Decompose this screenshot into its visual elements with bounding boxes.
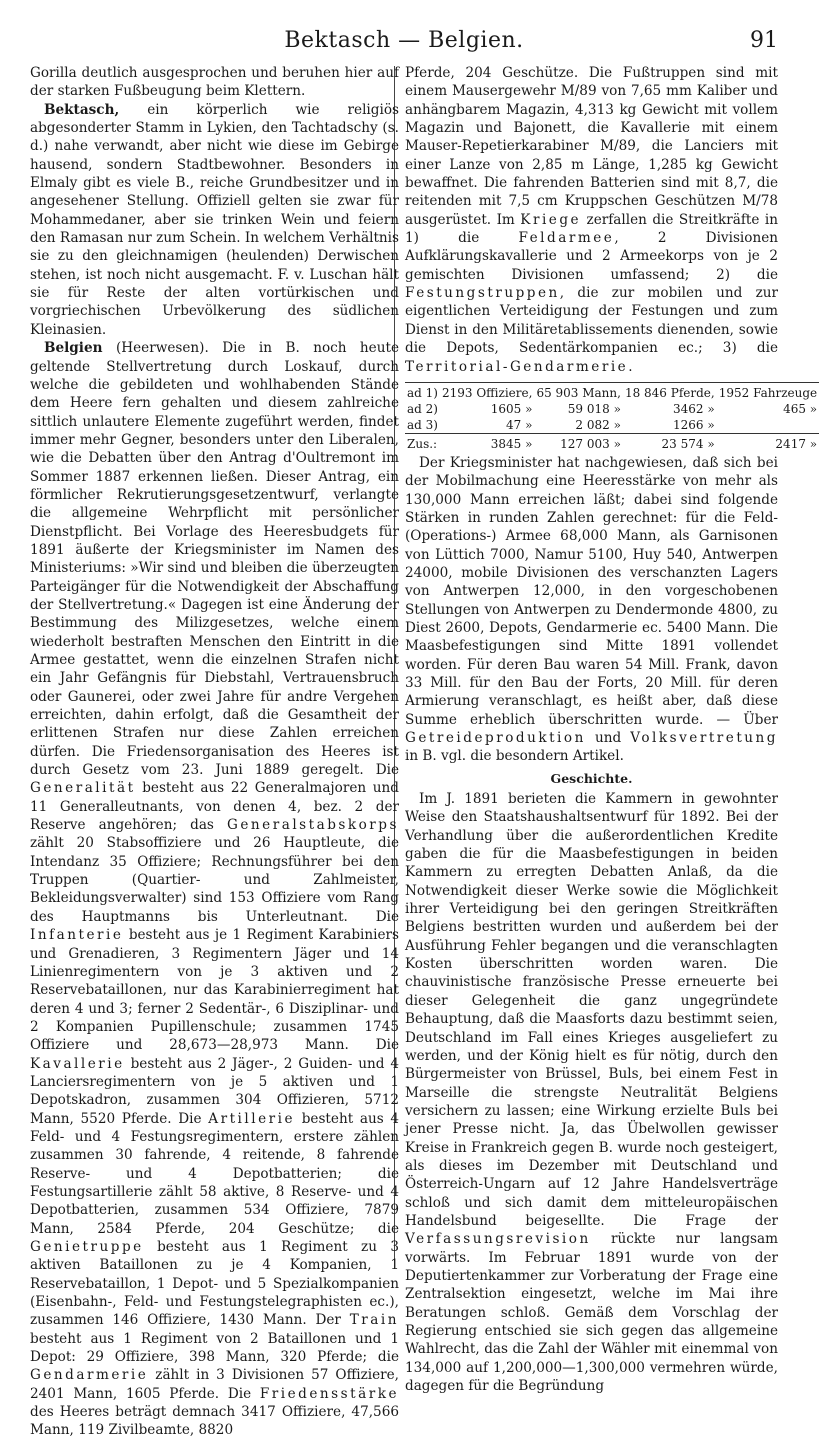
entry-subtitle: (Heerwesen). bbox=[102, 340, 209, 357]
ditto-mark: » bbox=[809, 436, 818, 451]
entry-text: besteht aus 2 Jäger-, 2 Guiden- und 4 Lanciersregimentern von je 5 aktiven und 1 Depotskadron, zusammen 304 Offizieren, 5712 Mann, 5520 Pferde. Die bbox=[30, 1055, 399, 1127]
entry-text: Pferde, 204 Geschütze. Die Fußtruppen sind mit einem Mausergewehr M/89 von 7,65 mm Kaliber und anhängbarem Magazin, 4,313 kg Gewicht mit vollem Magazin und Bajonett, die Kavallerie mit einem Mauser-Repetierkarabiner M/89, die Lanciers mit einer Lanze von 2,85 m Länge, 1,285 kg Gewicht bewaffnet. Die fahrenden Batterien sind mit 8,7, die reitenden mit 7,5 cm Kruppschen Geschützen M/78 ausgerüstet. Im bbox=[405, 65, 778, 228]
table-cell bbox=[623, 417, 717, 434]
entry-text: ein körperlich wie religiös abgesonderter Stamm in Lykien, den Tachtadschy (s. d.) nahe verwandt, aber nicht wie diese im Gebirge hausend, sondern Stadtbewohner. Besonders in Elmaly gibt es viele B., reiche Grundbesitzer und in angesehener Stellung. Offiziell gelten sie zwar für Mohammedaner, aber sie trinken Wein und feiern den Ramasan nur zum Schein. In welchem Verhältnis sie zu den gleichnamigen (heulenden) Derwischen stehen, ist noch nicht ausgemacht. F. v. Luschan hält sie für Reste der alten vortürkischen und vorgriechischen Urbevölkerung des südlichen Kleinasien. bbox=[30, 101, 399, 338]
spaced-term: Generalstabskorps bbox=[227, 817, 399, 834]
entry-text: Die in B. noch heute geltende Stellvertretung durch Loskauf, durch welche die gebildeten und wohlhabenden Stände dem Heere fern gehalten und diesem zahlreiche sittlich unlautere Elemente zugeführt werden, findet immer mehr Gegner, besonders unter den Liberalen, wie die Debatten über den Antrag d'Oultremont im Sommer 1887 erkennen ließen. Dieser Antrag, ein förmlicher Rekrutierungsgesetzentwurf, verlangte die allgemeine Wehrpflicht mit persönlicher Dienstpflicht. Bei Vorlage des Heeresbudgets für 1891 äußerte der Kriegsminister im Namen des Ministeriums: »Wir sind und bleiben die überzeugten Parteigänger für die Notwendigkeit der Abschaffung der Stellvertretung.« Dagegen ist eine Änderung der Bestimmung des Milizgesetzes, welche einem wiederholt bestraften Menschen den Eintritt in die Armee gestattet, wenn die einzelnen Strafen nicht ein Jahr Gefängnis für Diebstahl, Vertrauensbruch oder Gaunerei, oder zwei Jahre für andre Vergehen erreichten, dahin erfolgt, daß die Gesamtheit der erlittenen Strafen nur diese Zahlen erreichen dürfen. Die Friedensorganisation des Heeres ist durch Gesetz vom 23. Juni 1889 geregelt. Die bbox=[30, 340, 399, 779]
spaced-term: Friedensstärke bbox=[259, 1385, 399, 1402]
paragraph-gorilla bbox=[30, 64, 399, 101]
spaced-term: Feldarmee bbox=[518, 230, 615, 247]
table-value: 127 003 bbox=[560, 436, 610, 451]
entry-text: und bbox=[585, 730, 622, 746]
entry-text: besteht aus 22 Generalmajoren und 11 Generalleutnants, von denen 4, bez. 2 der Reserve angehören; das bbox=[30, 780, 399, 834]
table-cell bbox=[534, 433, 623, 452]
table-value: 1266 bbox=[673, 417, 704, 432]
spaced-term: Territorial-Gendarmerie bbox=[405, 358, 629, 375]
ditto-mark: » bbox=[525, 401, 533, 416]
table-cell bbox=[717, 401, 819, 417]
page-title: Bektasch — Belgien. bbox=[284, 28, 524, 53]
table-value: 2417 bbox=[775, 436, 806, 451]
table-cell: 2193 Offiziere, bbox=[440, 382, 534, 401]
table-row bbox=[405, 417, 819, 434]
entry-text: Der Kriegsminister hat nachgewiesen, daß sich bei der Mobilmachung eine Heeresstärke von mehr als 130,000 Mann erreichen läßt; dabei sind folgende Stärken in runden Zahlen gerechnet: für die Feld- (Operations-) Armee 68,000 Mann, als Garnisonen von Lüttich 7000, Namur 5100, Huy 540, Antwerpen 24000, mobile Divisionen des verschanzten Lagers von Antwerpen 12,000, in den vorgeschobenen Stellungen von Antwerpen zu Dendermonde 4800, zu Diest 2600, Depots, Gendarmerie ec. 5400 Mann. Die Maasbefestigungen sind Mitte 1891 vollendet worden. Für deren Bau waren 54 Mill. Frank, davon 33 Mill. für den Bau der Forts, 20 Mill. für deren Armierung veranschlagt, es heißt aber, daß diese Summe erheblich überschritten wurde. — Über bbox=[405, 454, 778, 728]
table-cell bbox=[440, 401, 534, 417]
entry-text: besteht aus je 1 Regiment Karabiniers und Grenadieren, 3 Regimentern Jäger und 14 Linienregimentern von je 3 aktiven und 2 Reservebataillonen, nur das Karabinierregiment hat deren 4 und 3; ferner 2 Sedentär-, 6 Disziplinar- und 2 Kompanien Pupillenschule; zusammen 1745 Offiziere und 28,673—28,973 Mann. Die bbox=[30, 927, 399, 1054]
ditto-mark: » bbox=[613, 417, 621, 432]
entry-text: besteht aus 1 Regiment von 2 Bataillonen und 1 Depot: 29 Offiziere, 398 Mann, 320 Pferde; die bbox=[30, 1330, 399, 1366]
table-cell: 18 846 Pferde, bbox=[623, 382, 717, 401]
spaced-term: Verfassungsrevision bbox=[405, 1231, 591, 1248]
table-value: 465 bbox=[783, 401, 806, 416]
table-cell bbox=[534, 401, 623, 417]
ditto-mark: » bbox=[707, 436, 715, 451]
entry-term: Bektasch, bbox=[44, 101, 120, 118]
entry-text: , die zur mobilen und zur eigentlichen Verteidigung der Festungen und zum Dienst in den Militäretablissements dienenden, sowie die Depots, Sedentärkompanien ec.; 3) die bbox=[405, 285, 778, 357]
ditto-mark: » bbox=[525, 417, 533, 432]
entry-text: des Heeres beträgt demnach 3417 Offiziere, 47,566 Mann, 119 Zivilbeamte, 8820 bbox=[30, 1404, 399, 1439]
spaced-term: Getreideproduktion bbox=[405, 730, 586, 746]
running-header bbox=[30, 28, 778, 58]
spaced-term: Kriege bbox=[520, 211, 582, 228]
ditto-mark: » bbox=[613, 401, 621, 416]
table-cell: 1952 Fahrzeuge bbox=[717, 382, 819, 401]
left-column bbox=[30, 64, 399, 1440]
paragraph-history bbox=[405, 790, 778, 1395]
entry-text: rückte nur langsam vorwärts. Im Februar 1891 wurde von der Deputiertenkammer zur Vorberatung der Frage eine Zentralsektion eingesetzt, welche im Mai ihre Beratungen schloß. Gemäß dem Vorschlag der Regierung entschied sie sich gegen das allgemeine Wahlrecht, das die Zahl der Wähler mit einemmal von 134,000 auf 1,200,000—1,300,000 vermehren würde, dagegen für die Begründung bbox=[405, 1231, 778, 1395]
entry-text: , 2 Divisionen Aufklärungskavallerie und 2 Armeekorps von je 2 gemischten Divisionen umfassend; 2) die bbox=[405, 230, 779, 283]
table-row bbox=[405, 382, 819, 401]
entry-term: Belgien bbox=[44, 340, 103, 357]
table-value: 3462 bbox=[673, 401, 704, 416]
spaced-term: Gendarmerie bbox=[30, 1367, 149, 1384]
table-value: 3845 bbox=[490, 436, 522, 451]
table-cell bbox=[717, 433, 819, 452]
spaced-term: Infanterie bbox=[30, 927, 124, 944]
entry-text: besteht aus 1 Regiment zu 3 aktiven Bataillonen zu je 4 Kompanien, 1 Reservebataillon, 1 Depot- und 5 Spezialkompanien (Eisenbahn-, Feld- und Festungstelegraphisten ec.), zusammen 146 Offiziere, 1430 Mann. Der bbox=[30, 1239, 399, 1329]
table-cell: ad 2) bbox=[407, 401, 438, 416]
ditto-mark: » bbox=[613, 436, 621, 451]
table-value: 2 082 bbox=[575, 417, 610, 432]
entry-text: Im J. 1891 berieten die Kammern in gewohnter Weise den Staatshaushaltsentwurf für 1892. Bei der Verhandlung über die außerordentlichen Kredite gaben die für die Maasbefestigungen in beiden Kammern zu erregten Debatten Anlaß, da die Notwendigkeit dieser Werke sowie die Möglichkeit ihrer Verteidigung bei den geringen Streitkräften Belgiens bestritten wurden und außerdem bei der Ausführung Fehler begangen und die veranschlagten Kosten überschritten worden waren. Die chauvinistische französische Presse erneuerte bei dieser Gelegenheit die ganz ungegründete Behauptung, daß die Maasforts dazu bestimmt seien, Deutschland im Fall eines Krieges ausgeliefert zu werden, und der König hielt es für nötig, durch den Bürgermeister von Brüssel, Buls, bei einem Fest in Marseille die strengste Neutralität Belgiens versichern zu lassen; eine Wirkung erzielte Buls bei jener Presse nicht. Ja, das Übelwollen gewisser Kreise in Frankreich gegen B. wurde noch gesteigert, als dieses im Dezember mit Deutschland und Österreich-Ungarn auf 12 Jahre Handelsverträge schloß und sich damit dem mitteleuropäischen Handelsbund beigesellte. Die Frage der bbox=[405, 791, 778, 1229]
table-cell: ad 1) bbox=[405, 382, 440, 401]
table-value: 1605 bbox=[490, 401, 522, 416]
entry-text: zählt 20 Stabsoffiziere und 26 Hauptleute, die Intendanz 35 Offiziere; Rechnungsführer bei den Truppen (Quartier- und Zahlmeister, Bekleidungsverwalter) sind 153 Offiziere vom Rang des Hauptmanns bis Unterleutnant. Die bbox=[30, 835, 399, 925]
section-heading-geschichte: Geschichte. bbox=[550, 770, 633, 786]
strength-table bbox=[405, 382, 819, 452]
table-cell bbox=[440, 417, 534, 434]
entry-text: besteht aus 4 Feld- und 4 Festungsregimentern, erstere zählen zusammen 30 fahrende, 4 reitende, 8 fahrende Reserve- und 4 Depotbatterien; die Festungsartillerie zählt 58 aktive, 8 Reserve- und 4 Depotbatterien, zusammen 534 Offiziere, 7879 Mann, 2584 Pferde, 204 Geschütze; die bbox=[30, 1110, 399, 1237]
table-value: 47 bbox=[505, 417, 522, 432]
spaced-term: Artillerie bbox=[208, 1110, 296, 1127]
right-column bbox=[405, 64, 818, 1395]
paragraph-text: Gorilla deutlich ausgesprochen und beruhen hier auf der starken Fußbeugung beim Klettern. bbox=[30, 65, 399, 100]
table-cell bbox=[717, 417, 819, 434]
page-number: 91 bbox=[750, 28, 778, 53]
spaced-term: Festungstruppen bbox=[405, 285, 560, 302]
spaced-term: Genietruppe bbox=[30, 1239, 144, 1255]
table-value: 59 018 bbox=[567, 401, 610, 416]
spaced-term: Train bbox=[349, 1312, 399, 1329]
table-cell bbox=[623, 401, 717, 417]
ditto-mark: » bbox=[707, 401, 715, 416]
table-cell bbox=[440, 433, 534, 452]
entry-belgien bbox=[30, 339, 399, 1440]
entry-text: zerfallen die Streitkräfte in 1) die bbox=[405, 211, 778, 247]
table-cell bbox=[534, 417, 623, 434]
table-cell: Zus.: bbox=[405, 433, 440, 452]
paragraph-armament bbox=[405, 64, 778, 376]
entry-text: in B. vgl. die besondern Artikel. bbox=[405, 748, 624, 765]
spaced-term: Volksvertretung bbox=[630, 730, 778, 746]
entry-text: . bbox=[628, 358, 633, 375]
table-row bbox=[405, 401, 819, 417]
spaced-term: Kavallerie bbox=[30, 1055, 125, 1072]
ditto-mark: » bbox=[525, 436, 533, 451]
entry-bektasch bbox=[30, 101, 399, 339]
table-cell: ad 3) bbox=[407, 417, 438, 432]
table-row-total bbox=[405, 433, 819, 452]
table-cell: 65 903 Mann, bbox=[534, 382, 623, 401]
entry-text: zählt in 3 Divisionen 57 Offiziere, 2401 Mann, 1605 Pferde. Die bbox=[30, 1367, 399, 1402]
paragraph-mobilization bbox=[405, 454, 778, 766]
spaced-term: Generalität bbox=[30, 780, 136, 797]
table-cell bbox=[623, 433, 717, 452]
ditto-mark: » bbox=[707, 417, 715, 432]
table-value: 23 574 bbox=[661, 436, 704, 451]
ditto-mark: » bbox=[809, 401, 818, 416]
